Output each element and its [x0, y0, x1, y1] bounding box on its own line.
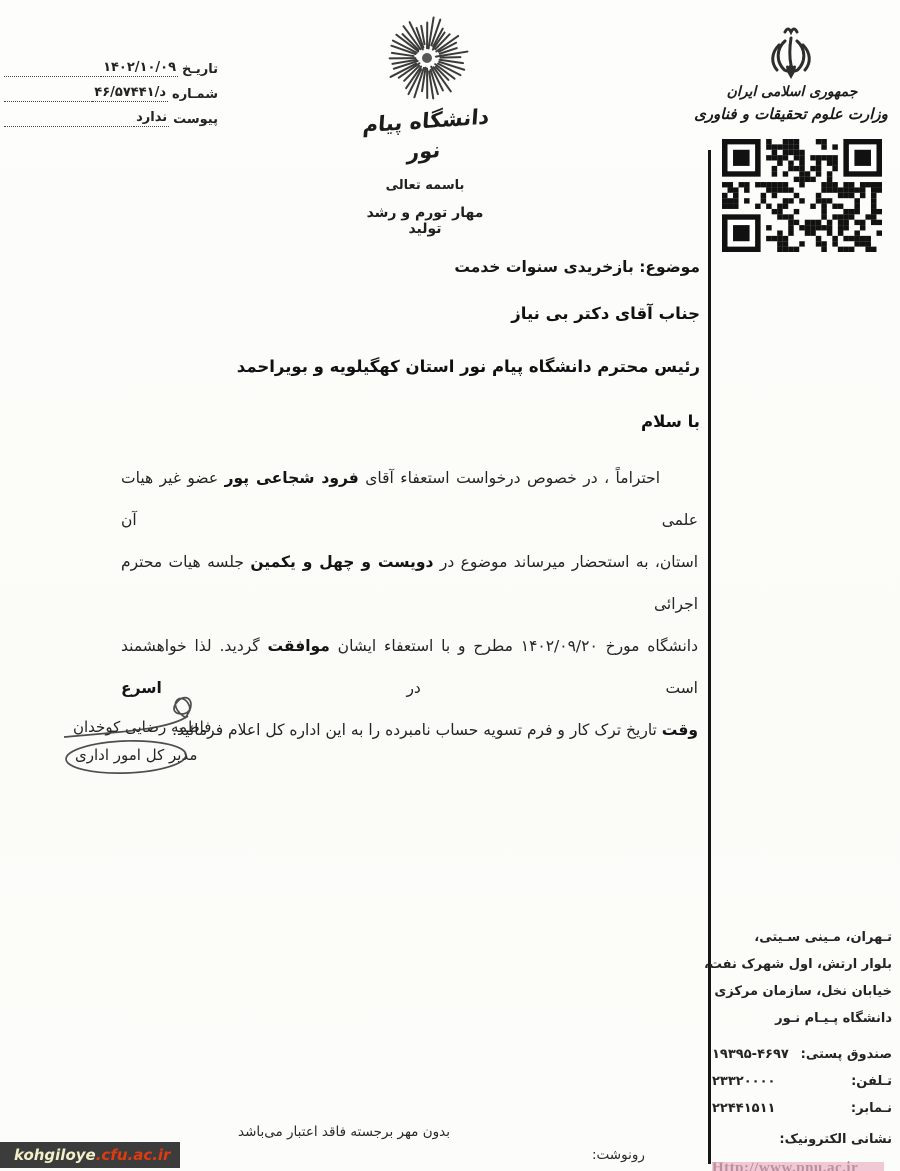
watermark-domain: .cfu.ac.ir: [95, 1146, 171, 1164]
contact-label: صندوق پستی:: [800, 1047, 892, 1062]
meta-value: ۱۴۰۲/۱۰/۰۹: [103, 60, 177, 75]
meta-value: د/۴۶/۵۷۴۴۱: [94, 85, 167, 100]
dotted-line: [4, 86, 92, 102]
body-line: استان، به استحضار میرساند موضوع در دویست و چهل و یکمین جلسه هیات محترم اجرائی: [121, 553, 698, 613]
handwritten-signature-icon: [48, 694, 298, 784]
contact-row: [712, 1095, 892, 1122]
watermark-badge: [0, 1142, 180, 1168]
contact-row: [712, 1041, 892, 1068]
meta-label: شمـاره: [172, 87, 218, 102]
signatory-name: فاطمه رضایی کوخدان: [73, 718, 212, 736]
contact-label: نـمابر:: [850, 1101, 892, 1116]
contact-value: ۲۲۴۴۱۵۱۱: [712, 1101, 776, 1116]
dotted-line: [4, 111, 134, 127]
body-line: وقت تاریخ ترک کار و فرم تسویه حساب نامبرده را به این اداره کل اعلام فرمائید.: [172, 721, 698, 739]
address-line: بلوار ارتش، اول شهرک نفت،: [703, 957, 892, 972]
meta-row: [4, 60, 218, 77]
meta-label: پیوست: [173, 112, 218, 127]
year-slogan: مهار تورم و رشد تولید: [366, 205, 484, 237]
meta-value: ندارد: [136, 110, 168, 125]
body-line: احتراماً ، در خصوص درخواست استعفاء آقای فرود شجاعی پور عضو غیر هیات علمی آن: [121, 469, 698, 529]
pnu-starburst-logo-icon: [383, 14, 471, 102]
signatory-title: مدیر کل امور اداری: [75, 746, 198, 764]
bismillah-text: باسمه تعالی: [385, 178, 465, 193]
recipient-title: رئیس محترم دانشگاه پیام نور استان کهگیلویه و بویراحمد: [236, 357, 700, 376]
country-name: جمهوری اسلامی ایران: [726, 84, 858, 100]
meta-row: [4, 85, 218, 102]
meta-row: [4, 110, 218, 127]
ministry-name: وزارت علوم تحقیقات و فناوری: [694, 105, 888, 123]
validity-note: بدون مهر برجسته فاقد اعتبار می‌باشد: [238, 1124, 450, 1140]
qr-code: [722, 139, 882, 252]
meta-block: [4, 60, 218, 135]
email-label: نشانی الکترونیک:: [779, 1132, 892, 1147]
iran-emblem-icon: [760, 22, 822, 84]
signature-block: [48, 694, 298, 784]
address-line: دانشگاه پـیـام نـور: [775, 1011, 892, 1026]
address-lines: [703, 924, 892, 1032]
address-line: خیابان نخل، سازمان مرکزی: [714, 984, 892, 999]
contact-label: تـلفن:: [851, 1074, 892, 1089]
pink-highlight-bar: [712, 1162, 884, 1171]
vertical-rule: [708, 150, 711, 1164]
university-name: دانشگاه پیام نور: [361, 104, 491, 165]
dotted-line: [4, 61, 101, 77]
contact-value: ۲۳۳۲۰۰۰۰: [712, 1074, 776, 1089]
meta-label: تاریـخ: [182, 62, 218, 77]
contact-rows: [712, 1041, 892, 1122]
subject-line: موضوع: بازخریدی سنوات خدمت: [454, 258, 700, 276]
contact-value: ۱۹۳۹۵-۴۶۹۷: [712, 1047, 789, 1062]
salutation: با سلام: [641, 412, 700, 431]
copy-label: رونوشت:: [592, 1147, 645, 1163]
contact-block: [703, 924, 892, 1171]
body-line: دانشگاه مورخ ۱۴۰۲/۰۹/۲۰ مطرح و با استعفاء ایشان موافقت گردید. لذا خواهشمند است در اسرع: [121, 637, 698, 697]
address-line: تـهران، مـینی سـیتی،: [754, 930, 892, 945]
watermark-site: kohgiloye: [14, 1146, 96, 1164]
contact-row: [712, 1068, 892, 1095]
recipient-name: جناب آقای دکتر بی نیاز: [511, 304, 700, 323]
